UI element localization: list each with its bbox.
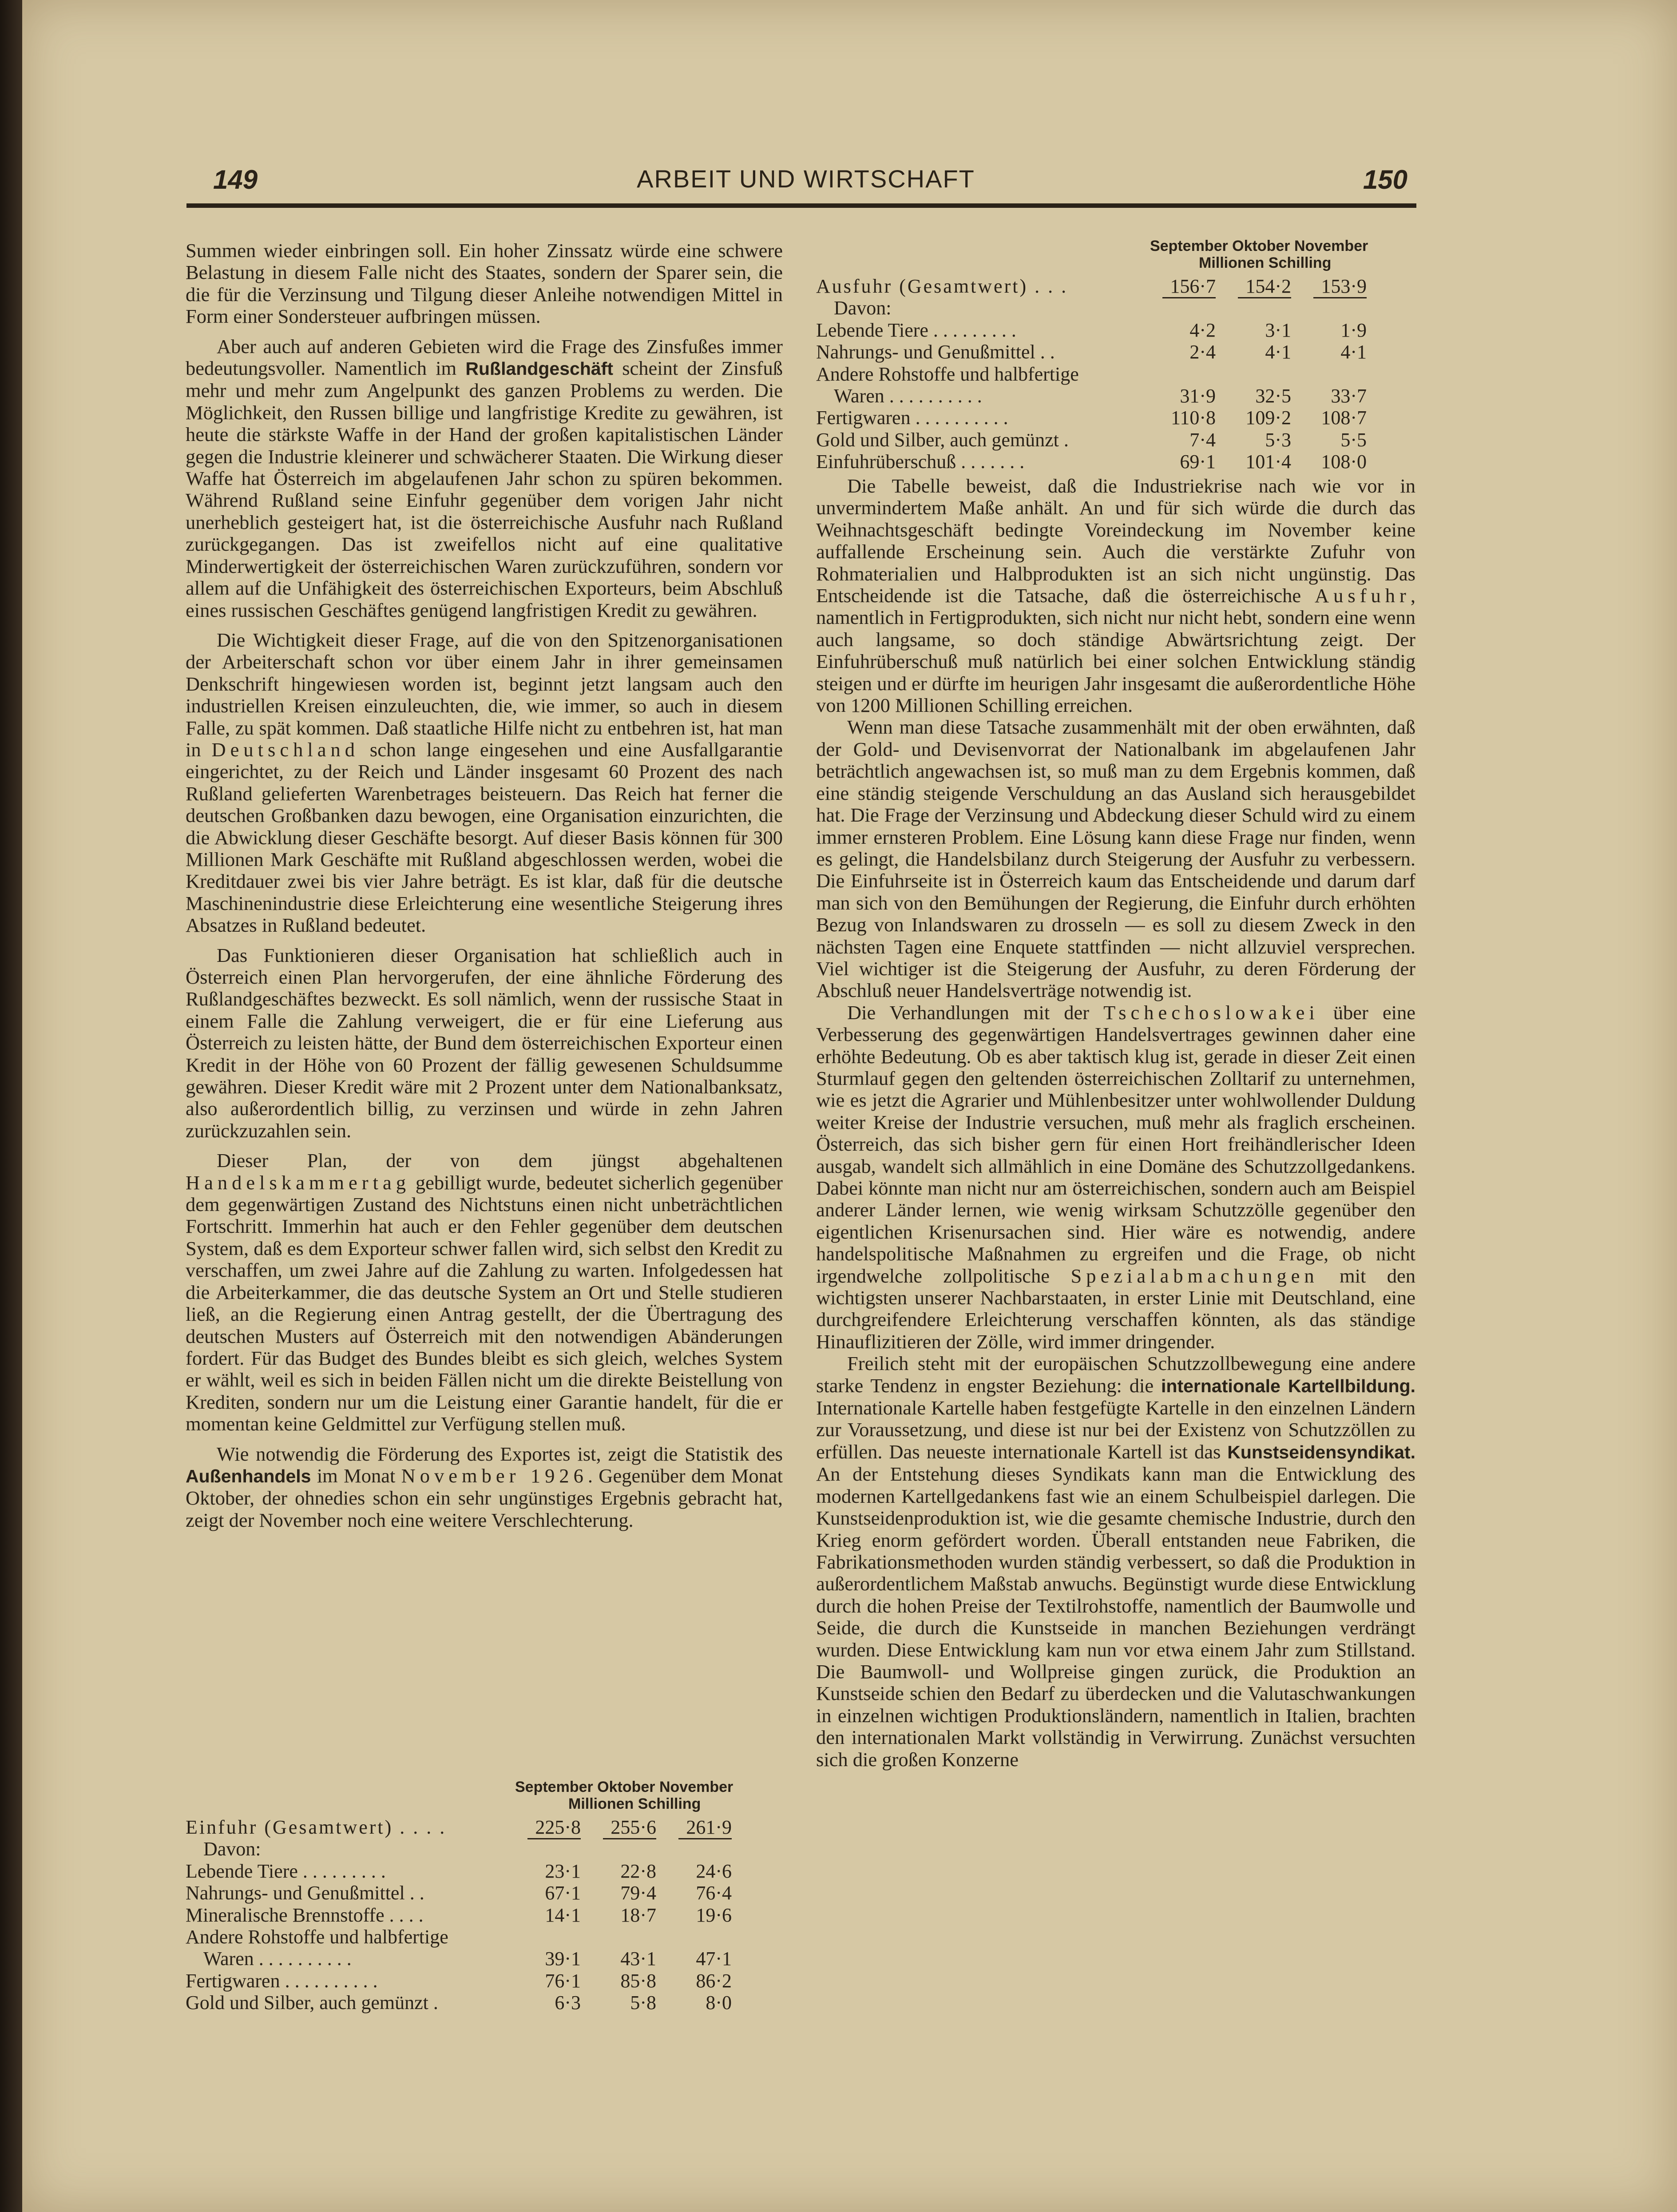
- spaced-text: November 1926: [401, 1464, 588, 1487]
- page-number-right: 150: [1363, 165, 1407, 195]
- table-cell: 86·2: [696, 1970, 732, 1992]
- text: An der Entstehung dieses Syndikats kann man die Entwicklung des modernen Kartellgedankens fast wie an einem Schulbeispiel darlegen. Die Kunstseidenproduktion ist, wie die gesamte chemische Industrie, durch den Krieg enorm gefördert worden. Überall entstanden neue Fabriken, die Fabrikationsmethoden wurden ständig verbessert, so daß die Produktion in außerordentlichem Maßstab anwuchs. Begünstigt wurde diese Entwicklung durch die hohen Preise der Textilrohstoffe, namentlich der Baumwolle und Seide, die durch die Kunstseide in manchen Beziehungen verdrängt wurden. Diese Entwicklung kam nun vor etwa einem Jahr zum Stillstand. Die Baumwoll- und Wollpreise gingen zurück, die Produktion an Kunstseide schien den Bedarf zu überdecken und die Valutaschwankungen in einzelnen wichtigen Produktionsländern, namentlich in Italien, brachten den internationalen Markt vollständig in Verwirrung. Zunächst versuchten sich die großen Konzerne: [816, 1463, 1415, 1771]
- table-row: [816, 429, 1415, 451]
- table-cell: 255·6: [603, 1816, 656, 1839]
- table-cell: 2·4: [1189, 341, 1216, 363]
- left-column: [186, 240, 783, 1531]
- table-cell: 22·8: [620, 1860, 656, 1882]
- emphasis: internationale Kartellbildung.: [1161, 1375, 1415, 1396]
- table-row: [816, 363, 1415, 385]
- row-label: Davon:: [203, 1838, 261, 1860]
- table-row: [816, 451, 1415, 473]
- table-row: [186, 1838, 783, 1860]
- paragraph: [816, 1002, 1415, 1353]
- table-cell: 110·8: [1170, 407, 1216, 429]
- table-cell: 4·1: [1340, 341, 1367, 363]
- header-rule: [186, 203, 1416, 208]
- table-row: [186, 1992, 783, 2013]
- emphasis: Kunstseidensyndikat.: [1227, 1442, 1415, 1462]
- text: gebilligt wurde, bedeutet sicherlich gegenüber dem gegenwärtigen Zustand des Nichtstuns einen nicht unbeträchtlichen Fortschritt. Immerhin hat auch er den Fehler gegenüber dem deutschen System, daß es dem Exporteur schwer fallen wird, sich selbst den Kredit zu verschaffen, um zwei Jahre auf die Zahlung zu warten. Infolgedessen hat die Arbeiterkammer, die das deutsche System an Ort und Stelle studieren ließ, an die Regierung einen Antrag gestellt, der die Übertragung des deutschen Musters auf Österreich mit den notwendigen Abänderungen fordert. Für das Budget des Bundes bleibt es sich gleich, welches System er wählt, weil es sich in beiden Fällen nicht um die direkte Beistellung von Krediten, sondern nur um die Leistung einer Garantie handelt, für die er momentan keine Geldmittel zur Verfügung stellen muß.: [186, 1171, 783, 1435]
- paragraph: [186, 1443, 783, 1532]
- table-cell: 5·5: [1340, 429, 1367, 451]
- table-cell: 23·1: [545, 1860, 581, 1882]
- row-label: Nahrungs- und Genußmittel . .: [816, 341, 1055, 363]
- page-header: [186, 164, 1425, 200]
- table-cell: 47·1: [696, 1948, 732, 1970]
- table-cell: 79·4: [620, 1882, 656, 1904]
- table-row: [816, 275, 1415, 297]
- table-cell: 14·1: [545, 1904, 581, 1926]
- text: Dieser Plan, der von dem jüngst abgehaltenen: [217, 1149, 783, 1172]
- text: Freilich steht mit der europäischen Schutzzollbewegung eine andere starke Tendenz in engster Beziehung: die: [816, 1352, 1415, 1397]
- table-cell: 4·2: [1189, 319, 1216, 341]
- column-headers: September Oktober November: [1150, 238, 1368, 254]
- book-binding: [0, 0, 22, 2212]
- export-table: [816, 275, 1415, 473]
- table-cell: 6·3: [555, 1992, 581, 2014]
- table-cell: 31·9: [1180, 385, 1216, 407]
- table-row: [816, 319, 1415, 341]
- text: Die Verhandlungen mit der: [847, 1001, 1104, 1024]
- text: Die Wichtigkeit dieser Frage, auf die von den Spitzenorganisationen der Arbeiterschaft schon vor über einem Jahr in ihrer gemeinsamen Denkschrift hingewiesen worden ist, beginnt jetzt langsam auch den industriellen Kreisen einzuleuchten, die, wie immer, so auch in diesem Falle, zu spät kommen. Daß staatliche Hilfe nicht zu entbehren ist, hat man in: [186, 628, 783, 761]
- text: über eine Verbesserung des gegenwärtigen Handelsvertrages gewinnen daher eine erhöhte Bedeutung. Ob es aber taktisch klug ist, gerade in dieser Zeit einen Sturmlauf gegen den geltenden österreichischen Zolltarif zu unternehmen, wie es jetzt die Agrarier und Mühlenbesitzer unter wohlwollender Duldung weiter Kreise der Industrie versuchen, muß mehr als fraglich erscheinen. Österreich, das sich bisher gern für einen Hort freihändlerischer Ideen ausgab, wandelt sich allmählich in eine Domäne des Schutzzollgedankens. Dabei könnte man nicht nur am österreichischen, sondern auch am Beispiel anderer Länder lernen, wie wenig wirksam Schutzzölle gegenüber den eigentlichen Krisenursachen sind. Hier wäre es notwendig, andere handelspolitische Maßnahmen zu ergreifen und die Frage, ob nicht irgendwelche zollpolitische: [816, 1001, 1416, 1287]
- table-cell: 108·7: [1321, 407, 1367, 429]
- table-cell: 24·6: [696, 1860, 732, 1882]
- column-headers: September Oktober November: [515, 1779, 733, 1795]
- table-cell: 32·5: [1255, 385, 1291, 407]
- table-row: [816, 385, 1415, 407]
- text: im Monat: [311, 1464, 401, 1487]
- table-row: [186, 1816, 783, 1838]
- row-label: Gold und Silber, auch gemünzt .: [186, 1992, 438, 2014]
- text: , namentlich in Fertigprodukten, sich nicht nur nicht hebt, sondern eine wenn auch langsame, so doch ständige Abwärtsrichtung zeigt. Der Einfuhrüberschuß muß natürlich bei einer solchen Entwicklung ständig steigen und er dürfte im heurigen Jahr insgesamt die außerordentliche Höhe von 1200 Millionen Schilling erreichen.: [816, 584, 1415, 717]
- row-label: Lebende Tiere . . . . . . . . .: [816, 319, 1016, 341]
- table-cell: 67·1: [545, 1882, 581, 1904]
- row-label: Andere Rohstoffe und halbfertige: [816, 363, 1079, 385]
- table-row: [186, 1948, 783, 1970]
- table-row: [186, 1860, 783, 1882]
- journal-title: ARBEIT UND WIRTSCHAFT: [637, 165, 975, 193]
- spaced-text: Handelskammertag: [186, 1171, 410, 1194]
- paragraph: [186, 1150, 783, 1435]
- table-cell: 8·0: [706, 1992, 732, 2014]
- table-row: [816, 341, 1415, 363]
- table-cell: 33·7: [1331, 385, 1367, 407]
- row-label: Waren . . . . . . . . . .: [834, 385, 982, 407]
- row-label: Ausfuhr (Gesamtwert) . . .: [816, 275, 1068, 297]
- table-cell: 1·9: [1340, 319, 1367, 341]
- table-cell: 39·1: [545, 1948, 581, 1970]
- table-cell: 76·1: [545, 1970, 581, 1992]
- row-label: Waren . . . . . . . . . .: [203, 1948, 352, 1970]
- row-label: Fertigwaren . . . . . . . . . .: [816, 407, 1008, 429]
- table-cell: 261·9: [678, 1816, 732, 1839]
- table-cell: 85·8: [620, 1970, 656, 1992]
- text: Internationale Kartelle haben festgefügte Kartelle in den einzelnen Ländern zur Voraussetzung, und diese ist nur bei der Existenz von Schutzzöllen zu erfüllen. Das neueste internationale Kartell ist das: [816, 1397, 1415, 1463]
- text: Aber auch auf anderen Gebieten wird die Frage des Zinsfußes immer bedeutungsvoller. Namentlich im: [186, 335, 783, 380]
- table-cell: 153·9: [1313, 275, 1367, 298]
- paragraph: [186, 336, 783, 621]
- spaced-text: Ausfuhr: [1315, 584, 1411, 607]
- table-cell: 5·8: [630, 1992, 656, 2014]
- row-label: Nahrungs- und Genußmittel . .: [186, 1882, 424, 1904]
- import-table: [186, 1816, 783, 2014]
- unit-label: Millionen Schilling: [568, 1795, 701, 1812]
- table-cell: 109·2: [1245, 407, 1291, 429]
- table-row: [186, 1970, 783, 1992]
- paragraph: [186, 629, 783, 937]
- spaced-text: Deutschland: [211, 738, 359, 761]
- unit-label: Millionen Schilling: [1199, 254, 1332, 271]
- table-cell: 19·6: [696, 1904, 732, 1926]
- text: Wie notwendig die Förderung des Exportes ist, zeigt die Statistik des: [217, 1442, 783, 1465]
- table-row: [186, 1904, 783, 1926]
- spaced-text: Spezialabmachungen: [1070, 1264, 1319, 1287]
- table-cell: 108·0: [1321, 451, 1367, 473]
- row-label: Mineralische Brennstoffe . . . .: [186, 1904, 424, 1926]
- table-cell: 156·7: [1162, 275, 1216, 298]
- text: scheint der Zinsfuß mehr und mehr zum Angelpunkt des ganzen Problems zu werden. Die Möglichkeit, den Russen billige und langfristige Kredite zu gewähren, ist heute die stärkste Waffe in der Hand der großen kapitalistischen Länder gegen die Industrie kleinerer und schwächerer Staaten. Die Wirkung dieser Waffe hat Österreich im abgelaufenen Jahr schon zu spüren bekommen. Während Rußland seine Einfuhr gegenüber dem vorigen Jahr nicht unerheblich gesteigert hat, ist die österreichische Ausfuhr nach Rußland zurückgegangen. Das ist zweifellos nicht auf eine qualitative Minderwertigkeit der österreichischen Waren zurückzuführen, sondern vor allem auf die Unfähigkeit des österreichischen Exporteurs, beim Abschluß eines russischen Geschäftes genügend langfristigen Kredit zu gewähren.: [186, 357, 783, 621]
- table-cell: 43·1: [620, 1948, 656, 1970]
- paragraph: Wenn man diese Tatsache zusammenhält mit der oben erwähnten, daß der Gold- und Devisenvorrat der Nationalbank im abgelaufenen Jahr beträchtlich angewachsen ist, so muß man zu dem Ergebnis kommen, daß eine ständig steigende Verschuldung an das Ausland sich herausgebildet hat. Die Frage der Verzinsung und Abdeckung dieser Schuld wird zu einem immer ernsteren Problem. Eine Lösung kann diese Frage nur finden, wenn es gelingt, die Handelsbilanz durch Steigerung der Ausfuhr zu verbessern. Die Einfuhrseite ist in Österreich kaum das Entscheidende und darum darf man sich von den Bemühungen der Regierung, die Einfuhr durch erhöhten Bezug von Inlandswaren zu drosseln — es soll zu diesem Zweck in den nächsten Tagen eine Enquete stattfinden — nicht allzuviel versprechen. Viel wichtiger ist die Steigerung der Ausfuhr, zu deren Förderung der Abschluß neuer Handelsverträge notwendig ist.: [816, 716, 1415, 1002]
- spaced-text: Tschechoslowakei: [1103, 1001, 1319, 1024]
- text: mit den wichtigsten unserer Nachbarstaaten, in erster Linie mit Deutschland, eine durchgreifendere Erleichterung verschaffen könnten, als das ständige Hinauflizitieren der Zölle, wird immer dringender.: [816, 1264, 1415, 1353]
- right-column: [816, 475, 1415, 1771]
- table-cell: 225·8: [527, 1816, 581, 1839]
- paragraph: Das Funktionieren dieser Organisation hat schließlich auch in Österreich einen Plan hervorgerufen, der eine ähnliche Förderung des Rußlandgeschäftes bezweckt. Es soll nämlich, wenn der russische Staat in einem Falle die Zahlung verweigert, die er für eine Lieferung aus Österreich zu leisten hätte, der Bund dem österreichischen Exporteur einen Kredit in der Höhe von 60 Prozent der fällig gewesenen Schuldsumme gewähren. Dieser Kredit wäre mit 2 Prozent unter dem Nationalbanksatz, also außerordentlich billig, zu verzinsen und würde in zehn Jahren zurückzuzahlen sein.: [186, 944, 783, 1142]
- row-label: Einfuhrüberschuß . . . . . . .: [816, 451, 1025, 473]
- table-cell: 69·1: [1180, 451, 1216, 473]
- paragraph: Summen wieder einbringen soll. Ein hoher Zinssatz würde eine schwere Belastung in diesem Falle nicht des Staates, sondern der Sparer sein, die die für die Verzinsung und Tilgung dieser Anleihe notwendigen Mittel in Form einer Sondersteuer aufbringen müssen.: [186, 239, 783, 328]
- table-row: [186, 1926, 783, 1948]
- table-cell: 18·7: [620, 1904, 656, 1926]
- text: . Gegenüber dem Monat Oktober, der ohnedies schon ein sehr ungünstiges Ergebnis gebracht hat, zeigt der November noch eine weitere Verschlechterung.: [186, 1464, 783, 1531]
- paragraph: [816, 475, 1415, 716]
- table-cell: 101·4: [1245, 451, 1291, 473]
- text: schon lange eingesehen und eine Ausfallgarantie eingerichtet, zu der Reich und Länder insgesamt 60 Prozent des nach Rußland gelieferten Warenbetrages beisteuern. Das Reich hat ferner die deutschen Großbanken dazu bewogen, eine Organisation einzurichten, die die Abwicklung dieser Geschäfte besorgt. Auf dieser Basis können für 300 Millionen Mark Geschäfte mit Rußland abgeschlossen werden, wobei die Kreditdauer zwei bis vier Jahre beträgt. Es ist klar, daß für die deutsche Maschinenindustrie diese Erleichterung eine wesentliche Steigerung ihres Absatzes in Rußland bedeutet.: [186, 738, 783, 937]
- text: Die Tabelle beweist, daß die Industriekrise nach wie vor in unvermindertem Maße anhält. An und für sich würde die durch das Weihnachtsgeschäft bedingte Voreindeckung im November keine auffallende Erscheinung sein. Auch die verstärkte Zufuhr von Rohmaterialien und Halbprodukten ist an sich nicht ungünstig. Das Entscheidende ist die Tatsache, daß die österreichische: [816, 475, 1415, 607]
- table-cell: 7·4: [1189, 429, 1216, 451]
- table-cell: 154·2: [1238, 275, 1291, 298]
- table-row: [816, 297, 1415, 319]
- table-row: [186, 1882, 783, 1904]
- table-cell: 76·4: [696, 1882, 732, 1904]
- emphasis: Rußlandgeschäft: [465, 358, 613, 379]
- page-number-left: 149: [213, 165, 258, 195]
- table-row: [816, 407, 1415, 429]
- table-cell: 5·3: [1265, 429, 1291, 451]
- row-label: Davon:: [834, 297, 892, 319]
- row-label: Lebende Tiere . . . . . . . . .: [186, 1860, 386, 1882]
- row-label: Gold und Silber, auch gemünzt .: [816, 429, 1069, 451]
- table-cell: 3·1: [1265, 319, 1291, 341]
- row-label: Einfuhr (Gesamtwert) . . . .: [186, 1816, 447, 1838]
- emphasis: Außenhandels: [186, 1465, 311, 1486]
- row-label: Fertigwaren . . . . . . . . . .: [186, 1970, 378, 1992]
- row-label: Andere Rohstoffe und halbfertige: [186, 1926, 448, 1948]
- paragraph: [816, 1353, 1415, 1771]
- table-cell: 4·1: [1265, 341, 1291, 363]
